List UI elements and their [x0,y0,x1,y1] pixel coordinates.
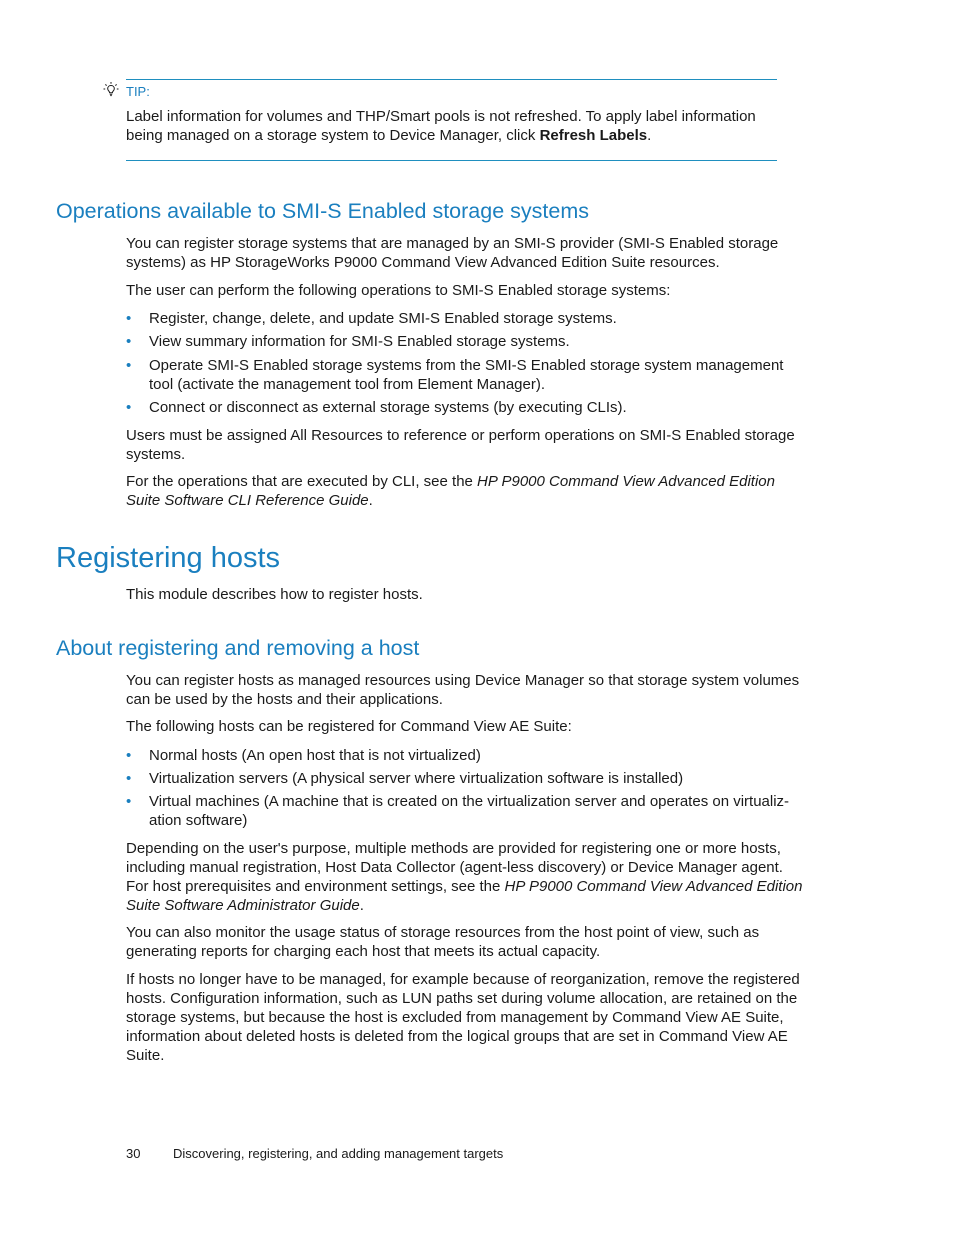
smis-bullet-2: View summary information for SMI-S Enabled storage systems. [149,333,570,350]
smis-paragraph-1: You can register storage systems that are managed by an SMI-S provider (SMI-S Enabled storage systems) as HP StorageWorks P9000 Command View Advanced Edition Suite resources. [126,235,779,271]
tip-top-rule [126,79,777,80]
about-paragraph-4: You can also monitor the usage status of storage resources from the host point of view, such as generating reports for charging each host that meets its actual capacity. [126,924,760,960]
section-heading-registering-hosts: Registering hosts [56,542,281,574]
tip-bottom-rule [126,160,777,161]
section-heading-about-registering: About registering and removing a host [56,636,420,660]
about-bullet-2: Virtualization servers (A physical server where virtualization software is installed) [149,770,684,787]
bullet-marker: • [126,357,132,374]
smis-paragraph-4 [126,472,796,510]
bullet-marker: • [126,770,132,787]
about-paragraph-1: You can register hosts as managed resources using Device Manager so that storage system volumes can be used by the hosts and their applications. [126,672,800,708]
bullet-marker: • [126,747,132,764]
smis-bullet-3: Operate SMI-S Enabled storage systems from the SMI-S Enabled storage system management tool (activate the management tool from Element Manager). [149,357,784,393]
smis-paragraph-3: Users must be assigned All Resources to reference or perform operations on SMI-S Enabled storage systems. [126,427,795,463]
lightbulb-icon [102,81,120,99]
about-p3-before: Depending on the user's purpose, multiple methods are provided for registering one or more hosts, including manual registration, Host Data Collector (agent-less discovery) or Device Manager agent. For host prerequisites and environment settings, see the [126,840,783,895]
tip-text [126,107,786,145]
tip-text-before: Label information for volumes and THP/Smart pools is not refreshed. To apply label information being managed on a storage system to Device Manager, click [126,108,756,144]
bullet-marker: • [126,793,132,810]
smis-bullet-1: Register, change, delete, and update SMI-S Enabled storage systems. [149,310,617,327]
cli-reference-guide-title: HP P9000 Command View Advanced Edition Suite Software CLI Reference Guide [126,473,775,509]
administrator-guide-title: HP P9000 Command View Advanced Edition Suite Software Administrator Guide [126,878,803,914]
about-p3-after: . [359,897,364,914]
smis-p4-before: For the operations that are executed by CLI, see the [126,473,478,490]
section-heading-smis: Operations available to SMI-S Enabled storage systems [56,199,589,223]
smis-bullet-4: Connect or disconnect as external storage systems (by executing CLIs). [149,399,627,416]
footer-chapter-title: Discovering, registering, and adding management targets [173,1146,504,1161]
about-bullet-1: Normal hosts (An open host that is not virtualized) [149,747,481,764]
bullet-marker: • [126,310,132,327]
page-number: 30 [126,1146,141,1161]
about-bullet-3: Virtual machines (A machine that is created on the virtualization server and operates on virtualiz- ation software) [149,793,790,829]
refresh-labels-term: Refresh Labels [539,127,648,144]
about-paragraph-2: The following hosts can be registered for Command View AE Suite: [126,718,572,735]
tip-label: TIP: [126,84,150,99]
tip-text-after: . [647,127,652,144]
about-paragraph-5: If hosts no longer have to be managed, for example because of reorganization, remove the registered hosts. Configuration information, such as LUN paths set during volume allocation, are retained on the storage systems, but because the host is excluded from management by Command View AE Suite, information about deleted hosts is deleted from the logical groups that are set in Command View AE Suite. [126,971,800,1064]
about-paragraph-3 [126,839,806,915]
bullet-marker: • [126,333,132,350]
bullet-marker: • [126,399,132,416]
smis-paragraph-2: The user can perform the following operations to SMI-S Enabled storage systems: [126,282,671,299]
register-paragraph-1: This module describes how to register hosts. [126,586,423,603]
smis-p4-after: . [368,492,373,509]
